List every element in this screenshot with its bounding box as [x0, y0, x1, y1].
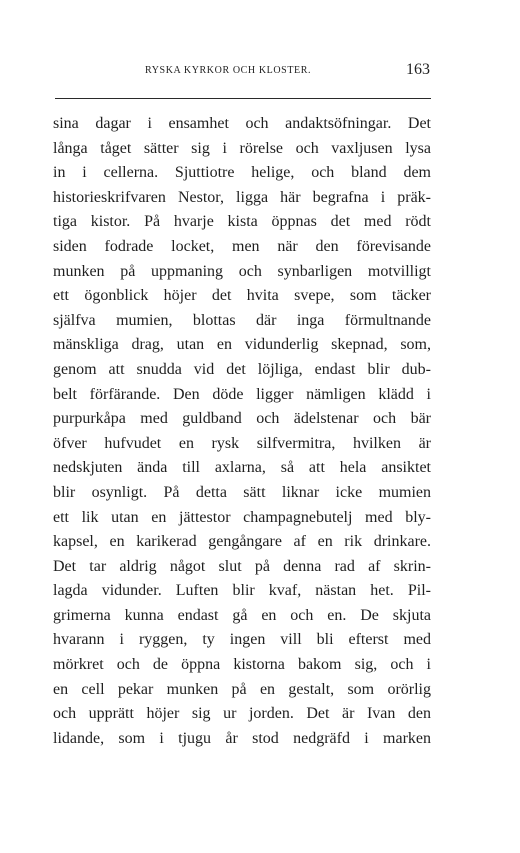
text-line: nedskjuten ända till axlarna, så att hela ansiktet	[53, 459, 431, 477]
text-line: ett ögonblick höjer det hvita svepe, som täcker	[53, 287, 431, 305]
text-line: lagda vidunder. Luften blir kvaf, nästan het. Pil-	[53, 582, 431, 600]
text-line: hvarann i ryggen, ty ingen vill bli efterst med	[53, 631, 431, 649]
text-line: historieskrifvaren Nestor, ligga här begrafna i präk-	[53, 188, 431, 206]
text-line: in i cellerna. Sjuttiotre helige, och bland dem	[53, 164, 431, 182]
text-line: mörkret och de öppna kistorna bakom sig, och i	[53, 656, 431, 674]
text-line: mänskliga drag, utan en vidunderlig skepnad, som,	[53, 336, 431, 354]
text-line: tiga kistor. På hvarje kista öppnas det med rödt	[53, 213, 431, 231]
text-line: lidande, som i tjugu år stod nedgräfd i marken	[53, 729, 431, 747]
text-line: kapsel, en karikerad gengångare af en rik drinkare.	[53, 533, 431, 551]
text-line: blir osynligt. På detta sätt liknar icke mumien	[53, 483, 431, 501]
text-line: ett lik utan en jättestor champagnebutelj med bly-	[53, 508, 431, 526]
page-number: 163	[406, 61, 430, 78]
header-rule	[55, 98, 431, 99]
text-line: purpurkåpa med guldband och ädelstenar och bär	[53, 410, 431, 428]
running-head: RYSKA KYRKOR OCH KLOSTER.	[145, 65, 312, 76]
text-line: långa tåget sätter sig i rörelse och vaxljusen lysa	[53, 139, 431, 157]
text-line: sina dagar i ensamhet och andaktsöfningar. Det	[53, 115, 431, 132]
text-line: belt förfärande. Den döde ligger nämligen klädd i	[53, 385, 431, 403]
text-line: en cell pekar munken på en gestalt, som orörlig	[53, 680, 431, 698]
text-line: genom att snudda vid det löjliga, endast blir dub-	[53, 360, 431, 378]
text-line: och upprätt höjer sig ur jorden. Det är Ivan den	[53, 705, 431, 723]
text-line: Det tar aldrig något slut på denna rad af skrin-	[53, 557, 431, 575]
body-text	[53, 112, 431, 751]
text-line: öfver hufvudet en rysk silfvermitra, hvilken är	[53, 434, 431, 452]
page-header	[55, 62, 430, 82]
text-line: själfva mumien, blottas där inga förmultnande	[53, 311, 431, 329]
text-line: grimerna kunna endast gå en och en. De skjuta	[53, 606, 431, 624]
text-line: siden fodrade locket, men när den förevisande	[53, 237, 431, 255]
text-line: munken på uppmaning och synbarligen motvilligt	[53, 262, 431, 280]
